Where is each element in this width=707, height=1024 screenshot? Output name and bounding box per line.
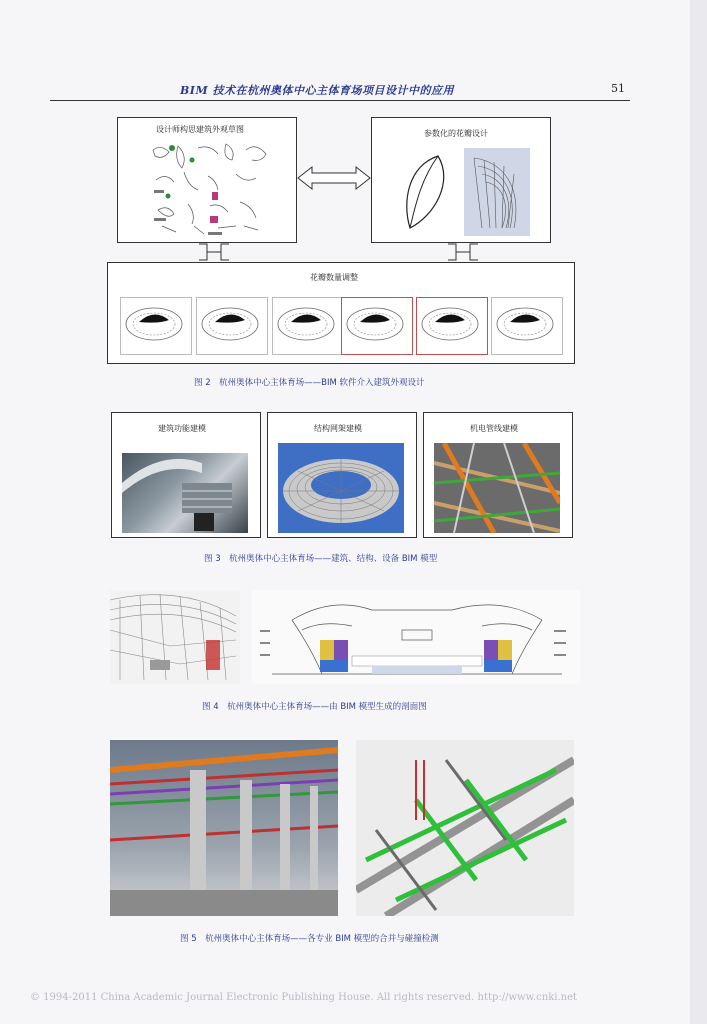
fig3-caption: 图 3 杭州奥体中心主体育场——建筑、结构、设备 BIM 模型 — [204, 554, 438, 564]
stadium-thumbnail-drawings — [107, 262, 573, 362]
fig2-petal-count-label: 花瓣数量调整 — [310, 273, 358, 282]
copyright-watermark: © 1994-2011 China Academic Journal Electronic Publishing House. All rights reserved. http://www.cnki.net — [30, 992, 578, 1003]
fig5-caption: 图 5 杭州奥体中心主体育场——各专业 BIM 模型的合并与碰撞检测 — [180, 934, 439, 944]
fig3-panel-label-mep: 机电管线建模 — [470, 424, 518, 433]
petal-wireframe-image — [464, 148, 530, 236]
petal-outline-drawing — [398, 152, 458, 232]
fig3-panel-label-architecture: 建筑功能建模 — [158, 424, 206, 433]
architecture-model-image — [122, 453, 248, 533]
fig3-panel-structure — [267, 412, 417, 538]
page-number: 51 — [611, 82, 625, 95]
header-rule — [50, 100, 630, 101]
merged-model-interior-image — [110, 740, 338, 916]
down-arrow-left-icon — [197, 242, 231, 262]
fig4-caption: 图 4 杭州奥体中心主体育场——由 BIM 模型生成的剖面图 — [202, 702, 427, 712]
double-arrow-icon — [296, 165, 372, 191]
section-elevation-drawing — [252, 590, 580, 684]
fig3-panel-mep — [423, 412, 573, 538]
mep-model-image — [434, 443, 560, 533]
clash-detection-image — [356, 740, 574, 916]
sketch-drawings — [148, 140, 278, 238]
fig2-parametric-label: 参数化的花瓣设计 — [424, 129, 488, 138]
fig2-sketch-label: 设计师构思建筑外观草图 — [156, 125, 244, 134]
down-arrow-right-icon — [446, 242, 480, 262]
fig3-panel-label-structure: 结构网架建模 — [314, 424, 362, 433]
fig2-sketch-box — [117, 117, 297, 243]
fig3-panel-architecture — [111, 412, 261, 538]
fig2-parametric-box — [371, 117, 551, 243]
structure-model-image — [278, 443, 404, 533]
running-header-title: BIM 技术在杭州奥体中心主体育场项目设计中的应用 — [180, 84, 454, 97]
fig2-caption: 图 2 杭州奥体中心主体育场——BIM 软件介入建筑外观设计 — [194, 378, 425, 388]
section-perspective-image — [110, 590, 240, 684]
